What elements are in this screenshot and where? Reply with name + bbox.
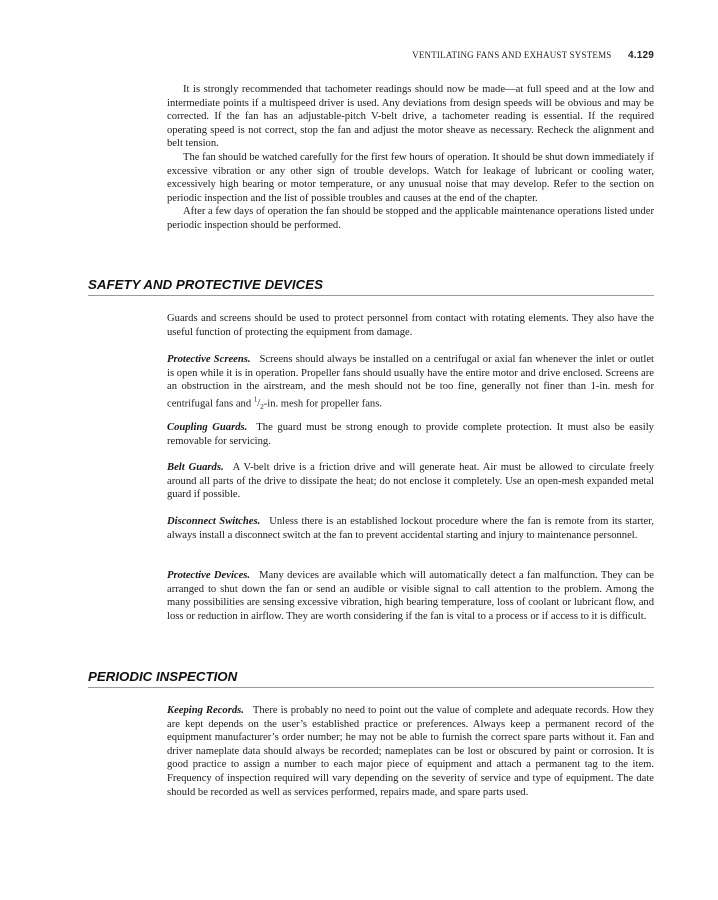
coupling-guards-text: The guard must be strong enough to provide complete protection. It must also be easily removable for servicing. xyxy=(167,422,654,447)
coupling-guards-paragraph xyxy=(167,421,654,448)
keeping-records-paragraph xyxy=(167,704,654,799)
disconnect-switches-text: Unless there is an established lockout procedure where the fan is remote from its starter, always install a disconnect switch at the fan to prevent accidental starting and injury to maintenance personnel. xyxy=(167,516,654,541)
intro-paragraph: It is strongly recommended that tachometer readings should now be made—at full speed and at the low and intermediate points if a multispeed driver is used. Any deviations from design speeds will be obvious and may be corrected. If the fan has an adjustable-pitch V-belt drive, a tachometer reading is essential. If the required operating speed is not correct, stop the fan and adjust the motor sheave as necessary. Recheck the alignment and belt tension. xyxy=(167,84,654,150)
intro-paragraph: After a few days of operation the fan should be stopped and the applicable maintenance operations listed under periodic inspection should be performed. xyxy=(167,206,654,231)
belt-guards-title: Belt Guards. xyxy=(167,462,224,473)
intro-text xyxy=(167,83,654,233)
belt-guards-text: A V-belt drive is a friction drive and will generate heat. Air must be allowed to circulate freely around all parts of the drive to dissipate the heat; do not enclose it completely. Use an open-mesh expanded metal guard if possible. xyxy=(167,462,654,501)
protective-screens-text-end: -in. mesh for propeller fans. xyxy=(263,398,382,410)
section-heading-periodic: PERIODIC INSPECTION xyxy=(88,669,654,688)
protective-screens-text: Screens should always be installed on a centrifugal or axial fan whenever the inlet or outlet is open while it is in operation. Propeller fans should usually have the entire motor and drive enclosed. Screens are an obstruction in the airstream, and the mesh should not be too fine, generally not finer than 1-in. mesh for centrifugal fans and xyxy=(167,354,654,410)
protective-screens-title: Protective Screens. xyxy=(167,354,251,365)
protective-screens-paragraph xyxy=(167,353,654,415)
page-number: 4.129 xyxy=(627,50,654,61)
coupling-guards-title: Coupling Guards. xyxy=(167,422,248,433)
disconnect-switches-title: Disconnect Switches. xyxy=(167,516,261,527)
keeping-records-title: Keeping Records. xyxy=(167,705,244,716)
belt-guards-paragraph xyxy=(167,461,654,502)
safety-intro-paragraph: Guards and screens should be used to protect personnel from contact with rotating elements. They also have the useful function of protecting the equipment from damage. xyxy=(167,313,654,338)
keeping-records-text: There is probably no need to point out the value of complete and adequate records. How they are kept depends on the user’s established practice or preferences. Always keep a permanent record of the equipment manufacturer’s order number; he may not be able to furnish the correct spare parts without it. Fan and driver nameplate data should always be recorded; nameplates can be lost or obscured by paint or corrosion. It is good practice to assign a number to each major piece of equipment and attach a permanent tag to the item. Frequency of inspection required will vary depending on the severity of service and type of equipment. The date should be recorded as well as services performed, repairs made, and spare parts used. xyxy=(167,705,654,798)
protective-devices-text: Many devices are available which will automatically detect a fan malfunction. They can be arranged to shut down the fan or send an audible or visible signal to call attention to the problem. Among the many possibilities are sensing excessive vibration, high bearing temperature, loss of coolant or lubricant flow, and loss or reduction in airflow. They are worth considering if the fan is vital to a process or if access to it is difficult. xyxy=(167,570,654,622)
running-header xyxy=(412,50,654,61)
section-heading-safety: SAFETY AND PROTECTIVE DEVICES xyxy=(88,277,654,296)
disconnect-switches-paragraph xyxy=(167,515,654,542)
intro-paragraph: The fan should be watched carefully for the first few hours of operation. It should be shut down immediately if excessive vibration or any other sign of trouble develops. Watch for leakage of lubricant or cooling water, excessively high bearing or motor temperature, or any unusual noise that may develop. Refer to the section on periodic inspection and the list of possible troubles and causes at the end of the chapter. xyxy=(167,151,654,204)
protective-devices-paragraph xyxy=(167,569,654,623)
protective-devices-title: Protective Devices. xyxy=(167,570,251,581)
running-title: VENTILATING FANS AND EXHAUST SYSTEMS xyxy=(412,50,612,60)
fraction-one-half: $^1/_2$ xyxy=(253,395,264,412)
